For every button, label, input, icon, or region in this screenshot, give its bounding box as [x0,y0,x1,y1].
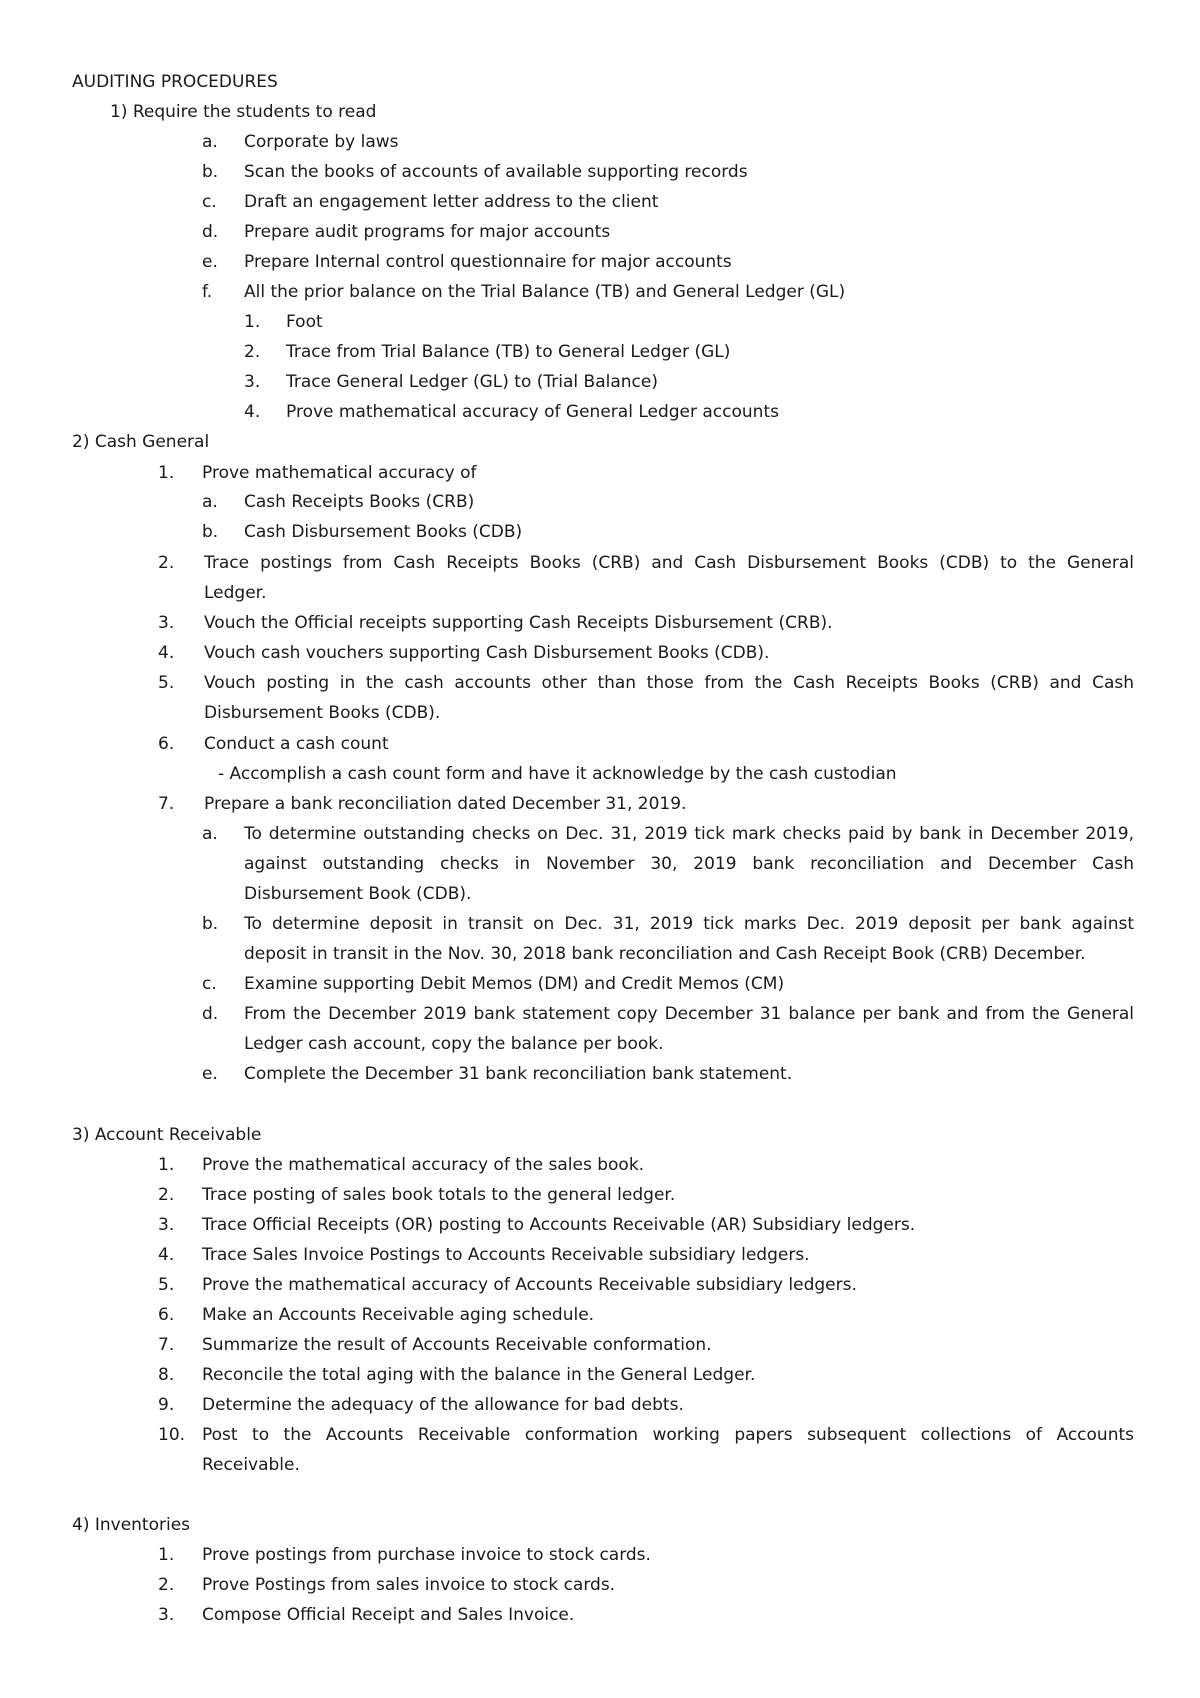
list-marker: f. [202,282,213,302]
section-4-heading: 4) Inventories [72,1515,191,1535]
list-item: Summarize the result of Accounts Receivable conformation. [202,1335,712,1355]
sublist-item: From the December 2019 bank statement copy December 31 balance per bank and from the General [244,1004,1134,1024]
list-marker: 6. [158,734,175,754]
sublist-marker: 3. [244,372,261,392]
list-item: Prove the mathematical accuracy of Accounts Receivable subsidiary ledgers. [202,1275,857,1295]
list-item: Trace Official Receipts (OR) posting to Accounts Receivable (AR) Subsidiary ledgers. [202,1215,916,1235]
sublist-item-cont: Ledger cash account, copy the balance per book. [244,1034,664,1054]
list-item: Trace Sales Invoice Postings to Accounts Receivable subsidiary ledgers. [202,1245,810,1265]
list-marker: 2. [158,553,175,573]
sublist-item: Complete the December 31 bank reconciliation bank statement. [244,1064,793,1084]
list-marker: 3. [158,613,175,633]
list-item: Prove postings from purchase invoice to stock cards. [202,1545,651,1565]
list-marker: d. [202,222,219,242]
list-item: Prepare Internal control questionnaire for major accounts [244,252,732,272]
list-marker: 10. [158,1425,186,1445]
list-marker: 4. [158,1245,175,1265]
list-marker: 5. [158,673,175,693]
sublist-item: Trace General Ledger (GL) to (Trial Balance) [286,372,658,392]
list-marker: 1. [158,463,175,483]
list-item-cont: Disbursement Books (CDB). [204,703,441,723]
list-item: Trace postings from Cash Receipts Books (CRB) and Cash Disbursement Books (CDB) to the General [204,553,1134,573]
list-marker: 3. [158,1215,175,1235]
list-marker: 2. [158,1575,175,1595]
sublist-marker: d. [202,1004,219,1024]
list-marker: 5. [158,1275,175,1295]
sublist-item: Trace from Trial Balance (TB) to General Ledger (GL) [286,342,731,362]
list-item: Vouch posting in the cash accounts other than those from the Cash Receipts Books (CRB) and Cash [204,673,1134,693]
sublist-marker: 4. [244,402,261,422]
list-marker: 3. [158,1605,175,1625]
list-marker: 7. [158,794,175,814]
list-item: Corporate by laws [244,132,399,152]
list-marker: a. [202,132,218,152]
sublist-item: Cash Receipts Books (CRB) [244,492,475,512]
sublist-marker: b. [202,914,219,934]
list-item: Conduct a cash count [204,734,389,754]
list-item-cont: Ledger. [204,583,267,603]
sublist-item-cont: Disbursement Book (CDB). [244,884,472,904]
sublist-item-cont: against outstanding checks in November 30, 2019 bank reconciliation and December Cash [244,854,1134,874]
list-item: Draft an engagement letter address to the client [244,192,659,212]
list-marker: 4. [158,643,175,663]
section-3-heading: 3) Account Receivable [72,1125,262,1145]
list-marker: 9. [158,1395,175,1415]
list-marker: 2. [158,1185,175,1205]
list-item: Trace posting of sales book totals to the general ledger. [202,1185,676,1205]
sublist-marker: e. [202,1064,218,1084]
list-item: Prove mathematical accuracy of [202,463,477,483]
list-marker: 1. [158,1155,175,1175]
list-item-cont: Receivable. [202,1455,300,1475]
sublist-item: Cash Disbursement Books (CDB) [244,522,523,542]
list-item: Reconcile the total aging with the balance in the General Ledger. [202,1365,756,1385]
sublist-item: To determine outstanding checks on Dec. 31, 2019 tick mark checks paid by bank in December 2019, [244,824,1134,844]
list-marker: 7. [158,1335,175,1355]
document-title: AUDITING PROCEDURES [72,72,278,92]
list-marker: 1. [158,1545,175,1565]
sublist-item: Prove mathematical accuracy of General Ledger accounts [286,402,779,422]
sublist-marker: 2. [244,342,261,362]
section-1-heading: 1) Require the students to read [110,102,377,122]
list-marker: 8. [158,1365,175,1385]
list-marker: 6. [158,1305,175,1325]
list-item: Post to the Accounts Receivable conformation working papers subsequent collections of Accounts [202,1425,1134,1445]
list-item: All the prior balance on the Trial Balance (TB) and General Ledger (GL) [244,282,846,302]
sublist-item-cont: deposit in transit in the Nov. 30, 2018 bank reconciliation and Cash Receipt Book (CRB) December. [244,944,1086,964]
sublist-marker: c. [202,974,217,994]
list-note: - Accomplish a cash count form and have it acknowledge by the cash custodian [218,764,897,784]
section-2-heading: 2) Cash General [72,432,210,452]
sublist-marker: b. [202,522,219,542]
sublist-item: To determine deposit in transit on Dec. 31, 2019 tick marks Dec. 2019 deposit per bank against [244,914,1134,934]
list-marker: b. [202,162,219,182]
list-item: Prove Postings from sales invoice to stock cards. [202,1575,616,1595]
list-item: Vouch cash vouchers supporting Cash Disbursement Books (CDB). [204,643,770,663]
sublist-item: Foot [286,312,323,332]
sublist-marker: a. [202,824,218,844]
list-marker: e. [202,252,218,272]
list-item: Compose Official Receipt and Sales Invoice. [202,1605,575,1625]
sublist-item: Examine supporting Debit Memos (DM) and Credit Memos (CM) [244,974,785,994]
sublist-marker: 1. [244,312,261,332]
sublist-marker: a. [202,492,218,512]
list-marker: c. [202,192,217,212]
list-item: Prove the mathematical accuracy of the sales book. [202,1155,645,1175]
list-item: Make an Accounts Receivable aging schedule. [202,1305,595,1325]
list-item: Vouch the Official receipts supporting Cash Receipts Disbursement (CRB). [204,613,833,633]
list-item: Scan the books of accounts of available supporting records [244,162,748,182]
list-item: Prepare audit programs for major accounts [244,222,611,242]
list-item: Prepare a bank reconciliation dated December 31, 2019. [204,794,687,814]
list-item: Determine the adequacy of the allowance for bad debts. [202,1395,684,1415]
